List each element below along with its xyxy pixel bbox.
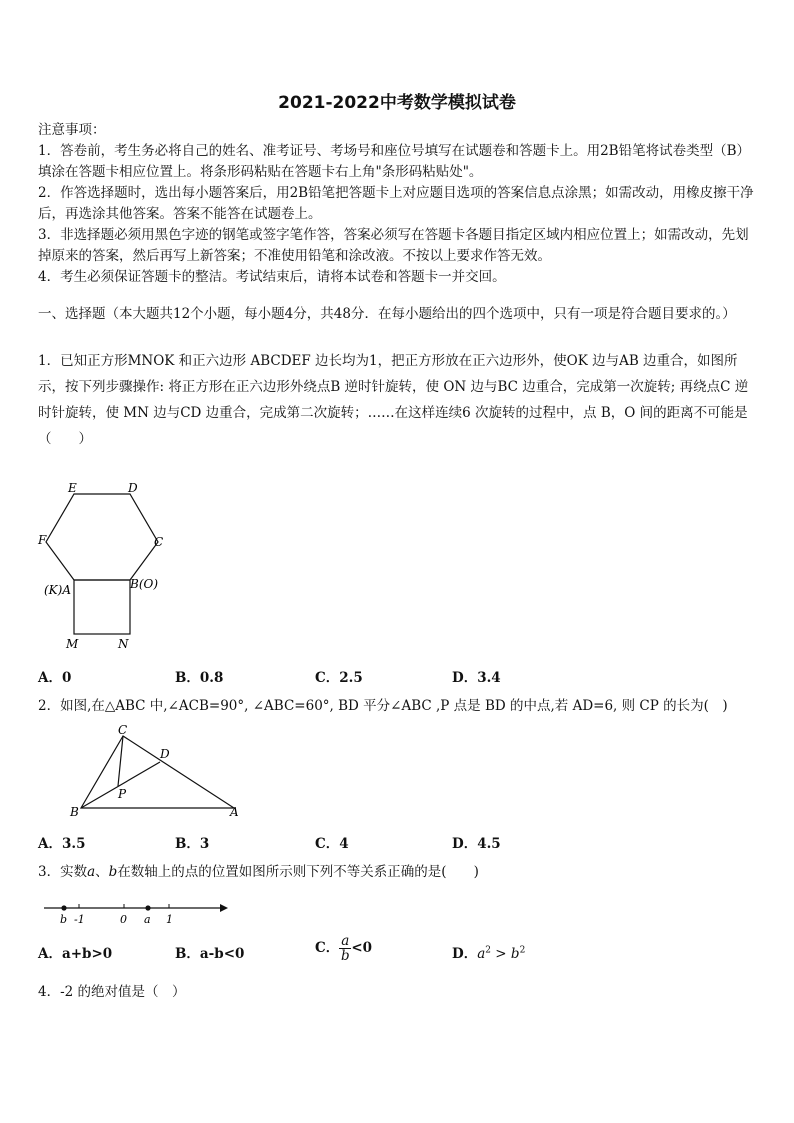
notice-item-3: 3．非选择题必须用黑色字迹的钢笔或签字笔作答，答案必须写在答题卡各题目指定区域内相应位置上；如需改动，先划掉原来的答案，然后再写上新答案；不准使用铅笔和涂改液。不按以上要求作答无效。 [38,227,749,264]
q3-d-exp2: 2 [519,945,526,956]
square [74,580,130,634]
q3-text-before: 3．实数 [38,864,88,880]
q3-var-b: b [108,864,118,880]
number-line [40,896,232,926]
page-title: 2021-2022中考数学模拟试卷 [278,93,516,113]
label-e: E [68,481,77,495]
question-1-text: 1．已知正方形MNOK 和正六边形 ABCDEF 边长均为1，把正方形放在正六边形外，使OK 边与AB 边重合，如图所示，按下列步骤操作: 将正方形在正六边形外绕点B 逆时针旋转，使 ON 边与BC 边重合，完成第一次旋转; 再绕点C 逆时针旋转，使 MN 边与CD 边重合，完成第二次旋转；……在这样连续6 次旋转的过程中，点 B，O 间的距离不可能是（ ） [38,353,749,447]
label-b-o: B(O) [130,577,159,591]
q3-d-exp1: 2 [485,945,492,956]
notice-heading: 注意事项： [38,122,106,138]
label-a: A [230,805,239,819]
segment-bd [81,762,160,808]
notice-item-1: 1．答卷前，考生务必将自己的姓名、准考证号、考场号和座位号填写在试题卷和答题卡上。用2B铅笔将试卷类型（B）填涂在答题卡相应位置上。将条形码粘贴在答题卡右上角"条形码粘贴处"。 [38,143,751,180]
fraction-a-over-b [339,934,351,963]
point-b [61,905,66,910]
label-p: P [118,787,127,801]
q3-option-b[interactable]: B．a-b<0 [175,946,245,962]
hexagon [46,494,158,580]
q3-d-gt: > [491,946,511,962]
q3-option-c-suffix: <0 [351,940,373,956]
section-heading: 一、选择题（本大题共12个小题，每小题4分，共48分．在每小题给出的四个选项中，只有一项是符合题目要求的。） [38,306,736,322]
axis-label-a: a [144,913,151,926]
label-d: D [160,747,170,761]
fraction-numerator: a [341,933,350,949]
q1-option-a[interactable]: A．0 [38,670,72,686]
triangle-figure [64,724,246,820]
q3-option-c-prefix: C． [315,940,340,956]
question-4-text: 4．-2 的绝对值是（ ） [38,984,186,1000]
question-3-text [38,859,758,885]
q3-text-after: 在数轴上的点的位置如图所示则下列不等关系正确的是( ) [117,864,479,880]
point-a [145,905,150,910]
axis-label-b: b [60,913,68,926]
hexagon-square-figure [36,478,176,654]
label-k-a: (K)A [44,583,71,597]
q1-option-c[interactable]: C．2.5 [315,670,363,686]
q3-var-a: a [87,864,96,880]
axis-arrow [220,904,228,912]
q3-option-d[interactable] [452,942,525,962]
label-c: C [118,724,128,737]
q3-d-b: b [510,946,520,962]
axis-label-minus-1: -1 [74,913,85,926]
q3-sep: 、 [95,864,109,880]
q3-option-d-prefix: D． [452,946,478,962]
q2-option-d[interactable]: D．4.5 [452,836,501,852]
question-2-options [38,832,758,854]
question-2-text: 2．如图,在△ABC 中,∠ACB=90°, ∠ABC=60°, BD 平分∠ABC ,P 点是 BD 的中点,若 AD=6, 则 CP 的长为( ) [38,698,728,714]
axis-label-0: 0 [120,913,127,926]
triangle-abc [81,736,234,808]
axis-label-1: 1 [166,913,173,926]
label-c: C [154,535,164,549]
label-b: B [70,805,79,819]
notice-item-4: 4．考生必须保证答题卡的整洁。考试结束后，请将本试卷和答题卡一并交回。 [38,269,506,285]
label-n: N [118,637,129,651]
q1-option-b[interactable]: B．0.8 [175,670,224,686]
q2-option-b[interactable]: B．3 [175,836,210,852]
q3-option-a[interactable]: A．a+b>0 [38,946,113,962]
question-1-options [38,666,758,688]
label-d: D [128,481,138,495]
q3-d-a: a [477,946,486,962]
q3-option-c[interactable] [315,934,372,963]
label-m: M [66,637,79,651]
notice-item-2: 2．作答选择题时，选出每小题答案后，用2B铅笔把答题卡上对应题目选项的答案信息点涂黑；如需改动，用橡皮擦干净后，再选涂其他答案。答案不能答在试题卷上。 [38,185,754,222]
q2-option-a[interactable]: A．3.5 [38,836,86,852]
q2-option-c[interactable]: C．4 [315,836,349,852]
fraction-denominator: b [340,948,350,964]
question-3-options [38,933,758,974]
label-f: F [38,533,47,547]
q1-option-d[interactable]: D．3.4 [452,670,501,686]
